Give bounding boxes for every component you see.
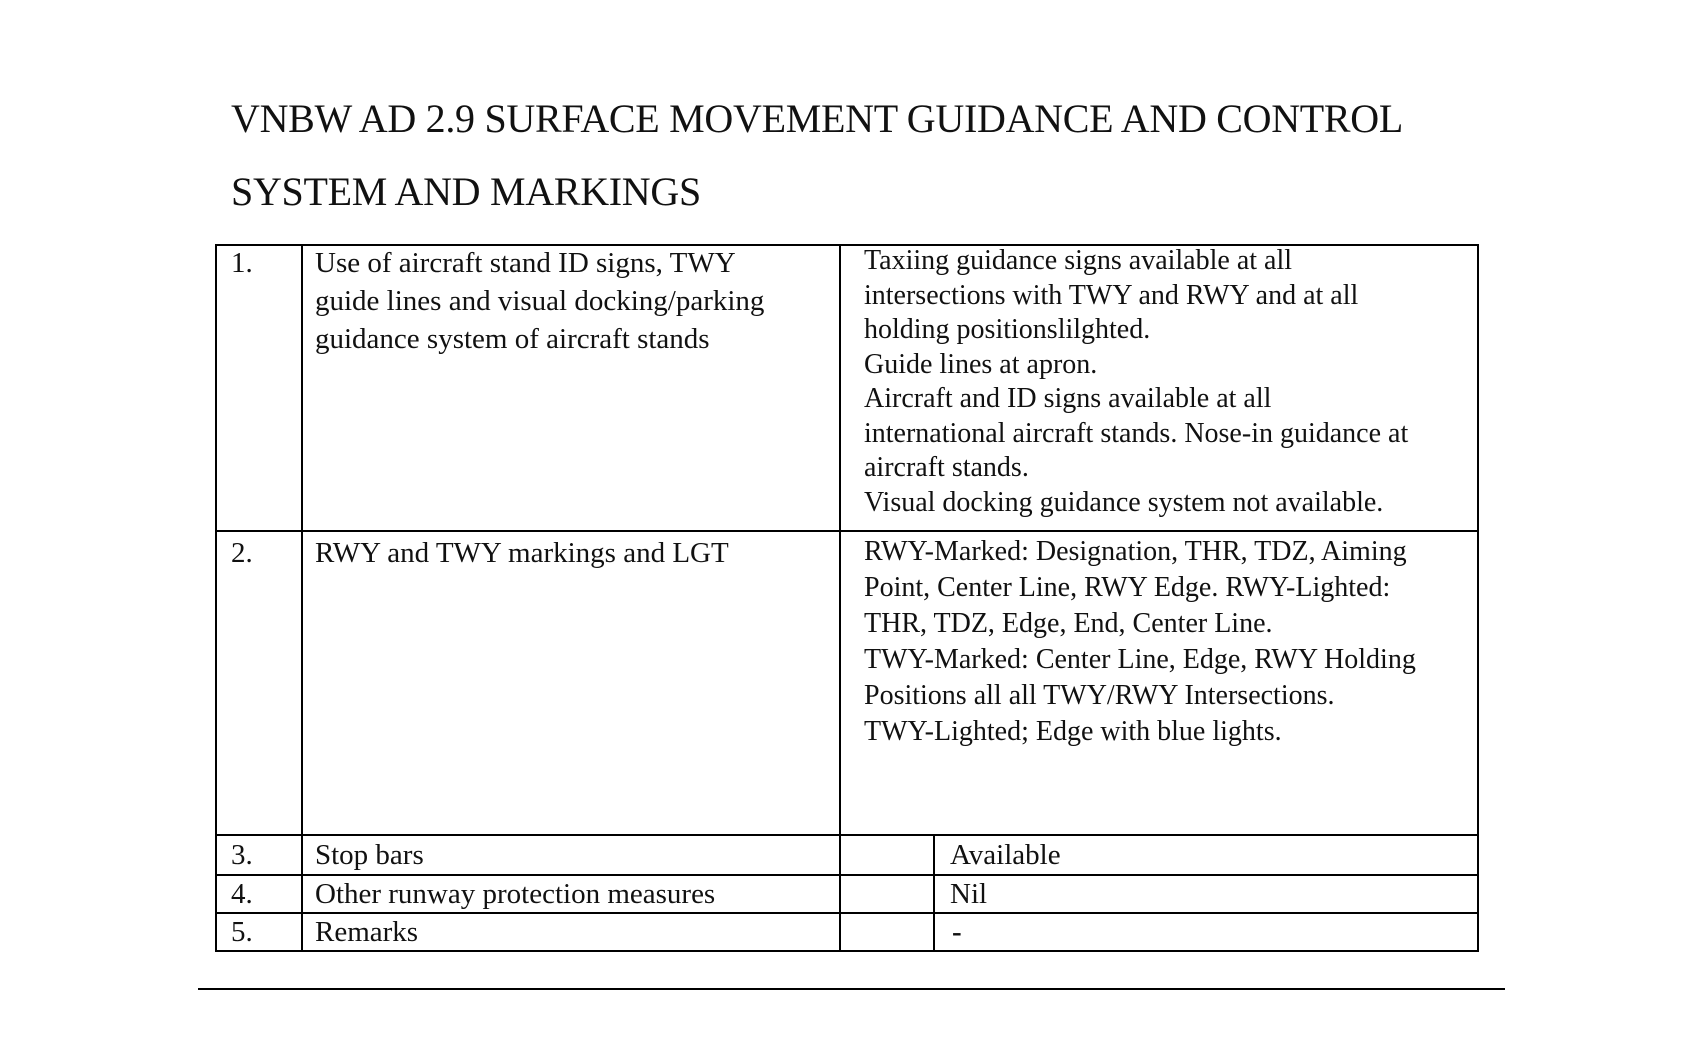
row-4-value: Nil bbox=[950, 878, 988, 910]
row-2-value bbox=[864, 534, 1416, 750]
row-1-item bbox=[315, 244, 764, 358]
row-2-value-line: THR, TDZ, Edge, End, Center Line. bbox=[864, 608, 1273, 639]
table-row-divider-1 bbox=[215, 530, 1479, 532]
row-1-value-line: aircraft stands. bbox=[864, 452, 1029, 483]
row-5-number: 5. bbox=[231, 916, 253, 948]
table-divider-num bbox=[301, 244, 303, 952]
row-1-value-line: holding positionslilghted. bbox=[864, 314, 1151, 345]
row-2-number: 2. bbox=[231, 537, 253, 569]
row-3-number: 3. bbox=[231, 839, 253, 871]
smgcs-table bbox=[215, 244, 1479, 952]
row-2-value-line: TWY-Lighted; Edge with blue lights. bbox=[864, 716, 1282, 747]
document-title-line-1: VNBW AD 2.9 SURFACE MOVEMENT GUIDANCE AND CONTROL bbox=[231, 96, 1404, 141]
row-4-item: Other runway protection measures bbox=[315, 878, 716, 910]
table-border-right bbox=[1477, 244, 1479, 952]
row-1-item-line: guidance system of aircraft stands bbox=[315, 323, 710, 355]
row-2-item: RWY and TWY markings and LGT bbox=[315, 537, 729, 569]
table-divider-value-short bbox=[933, 834, 935, 952]
row-1-value bbox=[864, 244, 1408, 520]
table-border-left bbox=[215, 244, 217, 952]
row-5-item: Remarks bbox=[315, 916, 419, 948]
row-2-value-line: RWY-Marked: Designation, THR, TDZ, Aiming bbox=[864, 536, 1407, 567]
row-2-value-line: Point, Center Line, RWY Edge. RWY-Lighted: bbox=[864, 572, 1391, 603]
row-1-value-line: Aircraft and ID signs available at all bbox=[864, 383, 1272, 414]
row-3-value: Available bbox=[950, 839, 1061, 871]
row-1-value-line: intersections with TWY and RWY and at all bbox=[864, 279, 1359, 311]
document-title-line-2: SYSTEM AND MARKINGS bbox=[231, 169, 701, 214]
row-2-value-line: Positions all all TWY/RWY Intersections. bbox=[864, 680, 1335, 711]
row-3-item: Stop bars bbox=[315, 839, 424, 871]
row-4-number: 4. bbox=[231, 878, 253, 910]
row-1-value-line: Visual docking guidance system not available. bbox=[864, 486, 1384, 518]
row-1-value-line: international aircraft stands. Nose-in guidance at bbox=[864, 417, 1409, 449]
table-divider-value bbox=[839, 244, 841, 952]
row-1-item-line: guide lines and visual docking/parking bbox=[315, 285, 765, 317]
row-1-item-line: Use of aircraft stand ID signs, TWY bbox=[315, 247, 736, 279]
footer-rule bbox=[198, 988, 1505, 990]
row-2-value-line: TWY-Marked: Center Line, Edge, RWY Holding bbox=[864, 644, 1416, 675]
row-5-value: - bbox=[952, 916, 962, 948]
row-1-value-line: Guide lines at apron. bbox=[864, 348, 1098, 380]
row-1-value-line: Taxiing guidance signs available at all bbox=[864, 245, 1293, 276]
row-1-number: 1. bbox=[231, 247, 253, 279]
